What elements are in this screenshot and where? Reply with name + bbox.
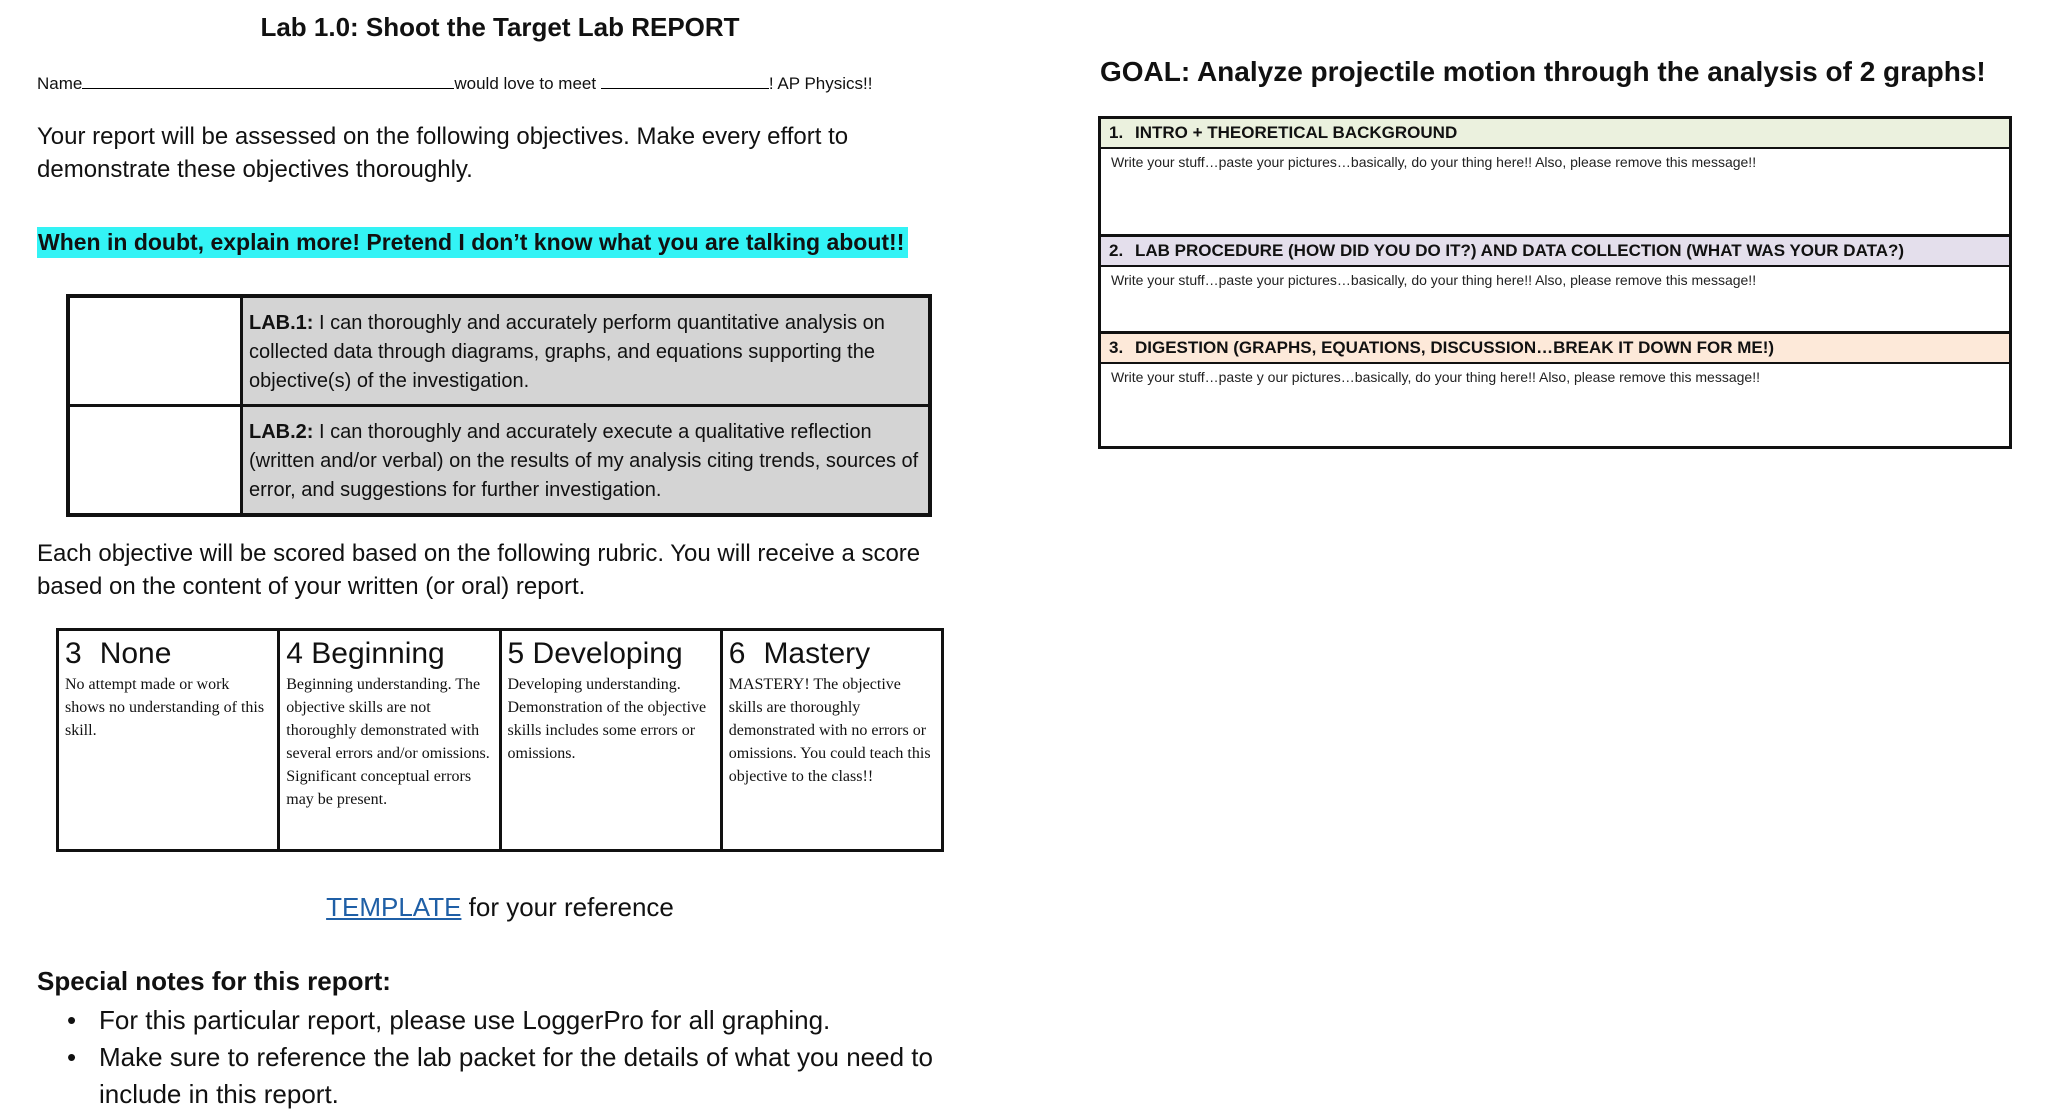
section-body-digestion[interactable]: Write your stuff…paste y our pictures…basically, do your thing here!! Also, please remove this message!!	[1111, 369, 1760, 385]
rubric-description: Beginning understanding. The objective skills are not thoroughly demonstrated with several errors and/or omissions. Significant conceptual errors may be present.	[286, 676, 490, 808]
rubric-cell-mastery	[721, 630, 942, 851]
rubric-score: 3	[65, 637, 82, 670]
section-number: 2.	[1109, 241, 1124, 260]
rubric-description: MASTERY! The objective skills are thoroughly demonstrated with no errors or omissions. You could teach this objective to the class!!	[728, 676, 931, 785]
highlighted-note: When in doubt, explain more! Pretend I don’t know what you are talking about!!	[37, 227, 908, 258]
report-sections-table	[1098, 116, 2012, 449]
objectives-table	[66, 294, 932, 517]
notes-heading: Special notes for this report:	[37, 966, 391, 996]
rubric-cell-developing	[500, 630, 721, 851]
rubric-level: Beginning	[311, 637, 445, 670]
intro-paragraph: Your report will be assessed on the following objectives. Make every effort to demonstrate these objectives thoroughly.	[37, 123, 849, 183]
section-header-procedure	[1101, 234, 2009, 267]
name-mid-text: would love to meet	[454, 74, 597, 93]
rubric-score: 5	[507, 637, 525, 670]
name-line	[37, 72, 872, 94]
section-body-procedure[interactable]: Write your stuff…paste your pictures…basically, do your thing here!! Also, please remove this message!!	[1111, 272, 1757, 288]
notes-list	[37, 1002, 967, 1113]
rubric-level: Mastery	[763, 637, 871, 670]
section-header-intro	[1101, 119, 2009, 149]
rubric-table	[56, 628, 944, 852]
rubric-heading	[729, 637, 936, 671]
section-number: 1.	[1109, 123, 1124, 142]
rubric-heading	[508, 637, 715, 671]
rubric-score: 4	[286, 637, 303, 670]
section-body-intro[interactable]: Write your stuff…paste your pictures…basically, do your thing here!! Also, please remove this message!!	[1111, 154, 1757, 170]
objective-description	[242, 406, 931, 516]
objective-code: LAB.1:	[249, 312, 314, 334]
section-number: 3.	[1109, 338, 1124, 357]
rubric-heading	[286, 637, 493, 671]
objective-description	[242, 296, 931, 406]
rubric-heading	[65, 637, 272, 671]
objective-row	[68, 296, 930, 406]
template-text: for your reference	[461, 892, 674, 922]
section-title: LAB PROCEDURE (HOW DID YOU DO IT?) AND DATA COLLECTION (WHAT WAS YOUR DATA?)	[1135, 241, 1905, 260]
list-item: • For this particular report, please use LoggerPro for all graphing.	[37, 1002, 967, 1039]
section-title: INTRO + THEORETICAL BACKGROUND	[1135, 123, 1458, 142]
page-title: Lab 1.0: Shoot the Target Lab REPORT	[260, 12, 740, 42]
rubric-score: 6	[728, 637, 746, 670]
rubric-intro: Each objective will be scored based on the following rubric. You will receive a score based on the content of your written (or oral) report.	[37, 540, 921, 600]
meet-blank[interactable]	[601, 72, 769, 89]
list-item: • Make sure to reference the lab packet for the details of what you need to include in this report.	[37, 1039, 967, 1113]
objective-row	[68, 406, 930, 516]
rubric-level: None	[99, 637, 172, 670]
rubric-description: Developing understanding. Demonstration of the objective skills includes some errors or omissions.	[507, 676, 707, 762]
section-header-digestion	[1101, 331, 2009, 364]
score-cell[interactable]	[68, 296, 242, 406]
rubric-level: Developing	[532, 637, 683, 670]
goal-heading: GOAL: Analyze projectile motion through the analysis of 2 graphs!	[1100, 56, 1986, 87]
section-title: DIGESTION (GRAPHS, EQUATIONS, DISCUSSION…BREAK IT DOWN FOR ME!)	[1135, 338, 1775, 357]
objective-text: I can thoroughly and accurately perform quantitative analysis on collected data through diagrams, graphs, and equations supporting the objective(s) of the investigation.	[249, 312, 885, 392]
rubric-cell-beginning	[279, 630, 500, 851]
rubric-description: No attempt made or work shows no understanding of this skill.	[65, 676, 265, 739]
name-blank[interactable]	[82, 72, 454, 89]
objective-code: LAB.2:	[249, 421, 314, 443]
objective-text: I can thoroughly and accurately execute a qualitative reflection (written and/or verbal) on the results of my analysis citing trends, sources of error, and suggestions for further investigation.	[249, 421, 919, 501]
name-end-text: ! AP Physics!!	[768, 74, 873, 93]
rubric-cell-none	[58, 630, 279, 851]
name-label: Name	[37, 74, 83, 93]
template-link[interactable]: TEMPLATE	[326, 892, 462, 922]
template-line	[0, 892, 1000, 923]
score-cell[interactable]	[68, 406, 242, 516]
